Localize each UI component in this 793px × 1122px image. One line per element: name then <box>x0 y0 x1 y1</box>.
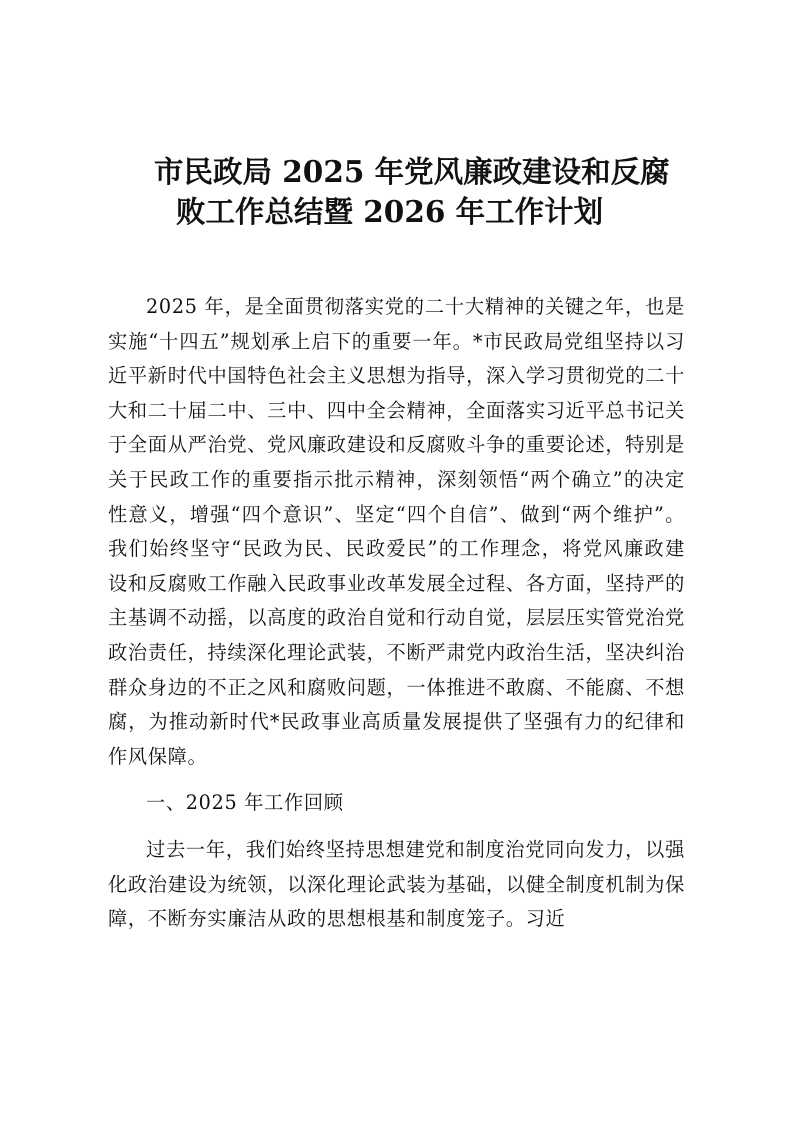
document-title-line-1: 市民政局 2025 年党风廉政建设和反腐 <box>154 154 670 189</box>
section-paragraph-review: 过去一年，我们始终坚持思想建党和制度治党同向发力，以强化政治建设为统领，以深化理论武装为基础，以健全制度机制为保障，不断夯实廉洁从政的思想根基和制度笼子。习近 <box>108 837 685 931</box>
document-title-line-2: 败工作总结暨 2026 年工作计划 <box>176 194 604 229</box>
intro-paragraph: 2025 年，是全面贯彻落实党的二十大精神的关键之年，也是实施“十四五”规划承上启下的重要一年。*市民政局党组坚持以习近平新时代中国特色社会主义思想为指导，深入学习贯彻党的二十大和二十届二中、三中、四中全会精神，全面落实习近平总书记关于全面从严治党、党风廉政建设和反腐败斗争的重要论述，特别是关于民政工作的重要指示批示精神，深刻领悟“两个确立”的决定性意义，增强“四个意识”、坚定“四个自信”、做到“两个维护”。我们始终坚守“民政为民、民政爱民”的工作理念，将党风廉政建设和反腐败工作融入民政事业改革发展全过程、各方面，坚持严的主基调不动摇，以高度的政治自觉和行动自觉，层层压实管党治党政治责任，持续深化理论武装，不断严肃党内政治生活，坚决纠治群众身边的不正之风和腐败问题，一体推进不敢腐、不能腐、不想腐，为推动新时代*民政事业高质量发展提供了坚强有力的纪律和作风保障。 <box>108 295 685 768</box>
section-heading-2025-review: 一、2025 年工作回顾 <box>146 791 344 815</box>
document-title <box>108 152 688 232</box>
document-body <box>108 290 685 937</box>
